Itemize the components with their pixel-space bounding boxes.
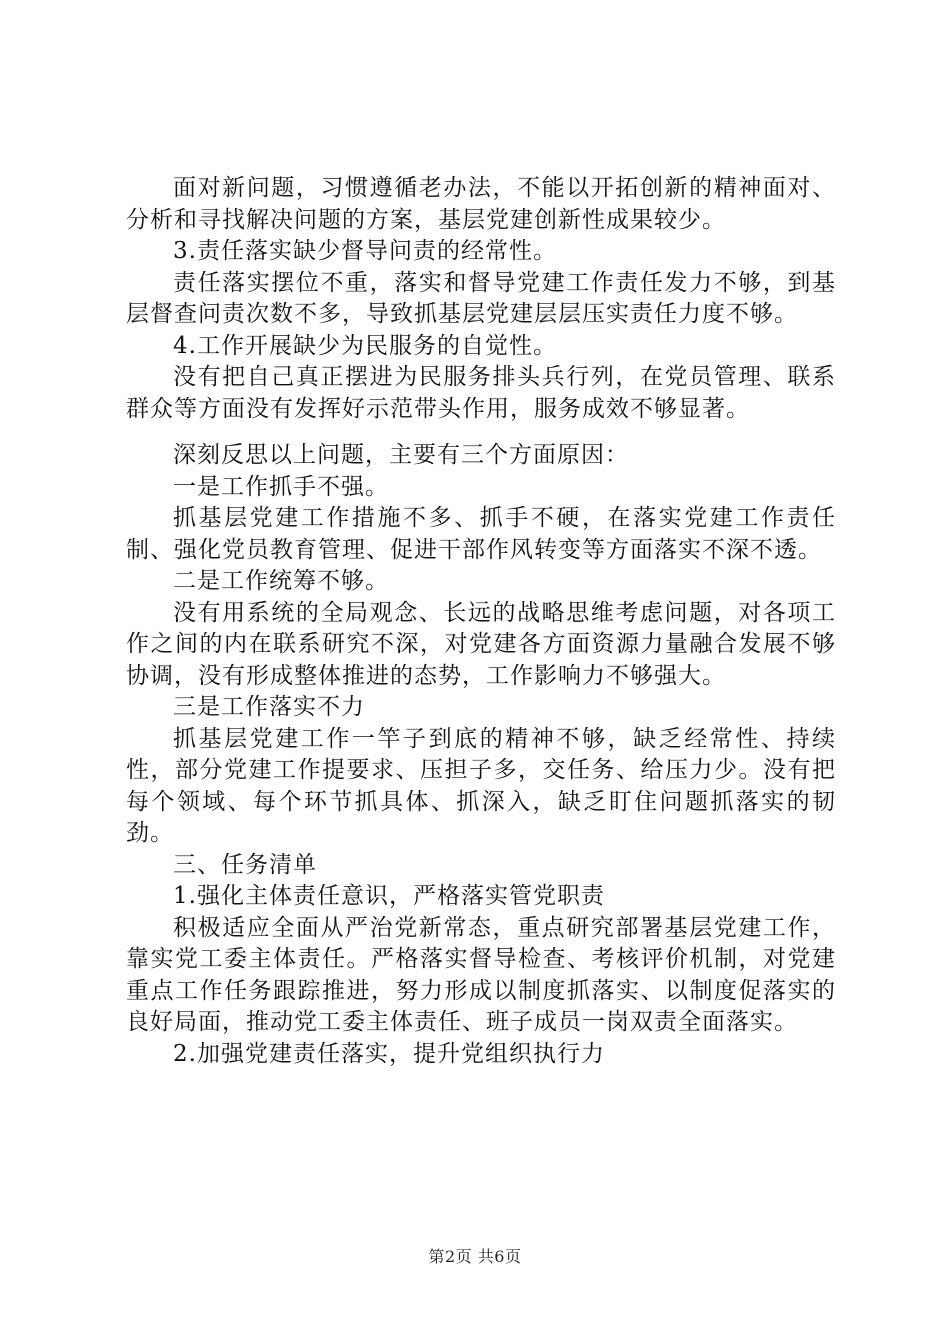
section-heading: 4.工作开展缺少为民服务的自觉性。	[173, 332, 557, 359]
section-heading: 3.责任落实缺少督导问责的经常性。	[173, 238, 557, 264]
paragraph: 抓基层党建工作措施不多、抓手不硬，在落实党建工作责任制、强化党员教育管理、促进干部作风转变等方面落实不深不透。	[126, 505, 836, 563]
page-footer	[0, 1244, 950, 1267]
paragraph: 面对新问题，习惯遵循老办法，不能以开拓创新的精神面对、分析和寻找解决问题的方案，基层党建创新性成果较少。	[126, 175, 836, 233]
paragraph-gap	[126, 425, 836, 440]
paragraph: 责任落实摆位不重，落实和督导党建工作责任发力不够，到基层督查问责次数不多，导致抓基层党建层层压实责任力度不够。	[126, 269, 836, 327]
paragraph: 深刻反思以上问题，主要有三个方面原因：	[173, 442, 629, 468]
paragraph: 没有把自己真正摆进为民服务排头兵行列，在党员管理、联系群众等方面没有发挥好示范带头作用，服务成效不够显著。	[126, 364, 836, 422]
paragraph: 抓基层党建工作一竿子到底的精神不够，缺乏经常性、持续性，部分党建工作提要求、压担子多，交任务、给压力少。没有把每个领域、每个环节抓具体、抓深入，缺乏盯住问题抓落实的韧劲。	[126, 725, 836, 846]
section-heading: 1.强化主体责任意识，严格落实管党职责	[173, 883, 605, 909]
document-body	[126, 173, 836, 1070]
section-heading: 一是工作抓手不强。	[173, 473, 389, 500]
page-indicator: 第2页 共6页	[428, 1247, 522, 1266]
paragraph: 没有用系统的全局观念、长远的战略思维考虑问题，对各项工作之间的内在联系研究不深，对党建各方面资源力量融合发展不够协调，没有形成整体推进的态势，工作影响力不够强大。	[126, 599, 836, 689]
section-heading: 二是工作统筹不够。	[173, 568, 389, 594]
section-heading: 三是工作落实不力	[173, 694, 365, 720]
paragraph: 积极适应全面从严治党新常态，重点研究部署基层党建工作，靠实党工委主体责任。严格落实督导检查、考核评价机制，对党建重点工作任务跟踪推进，努力形成以制度抓落实、以制度促落实的良好局面，推动党工委主体责任、班子成员一岗双责全面落实。	[126, 914, 836, 1035]
section-heading: 2.加强党建责任落实，提升党组织执行力	[173, 1040, 605, 1067]
section-heading: 三、任务清单	[173, 851, 317, 878]
